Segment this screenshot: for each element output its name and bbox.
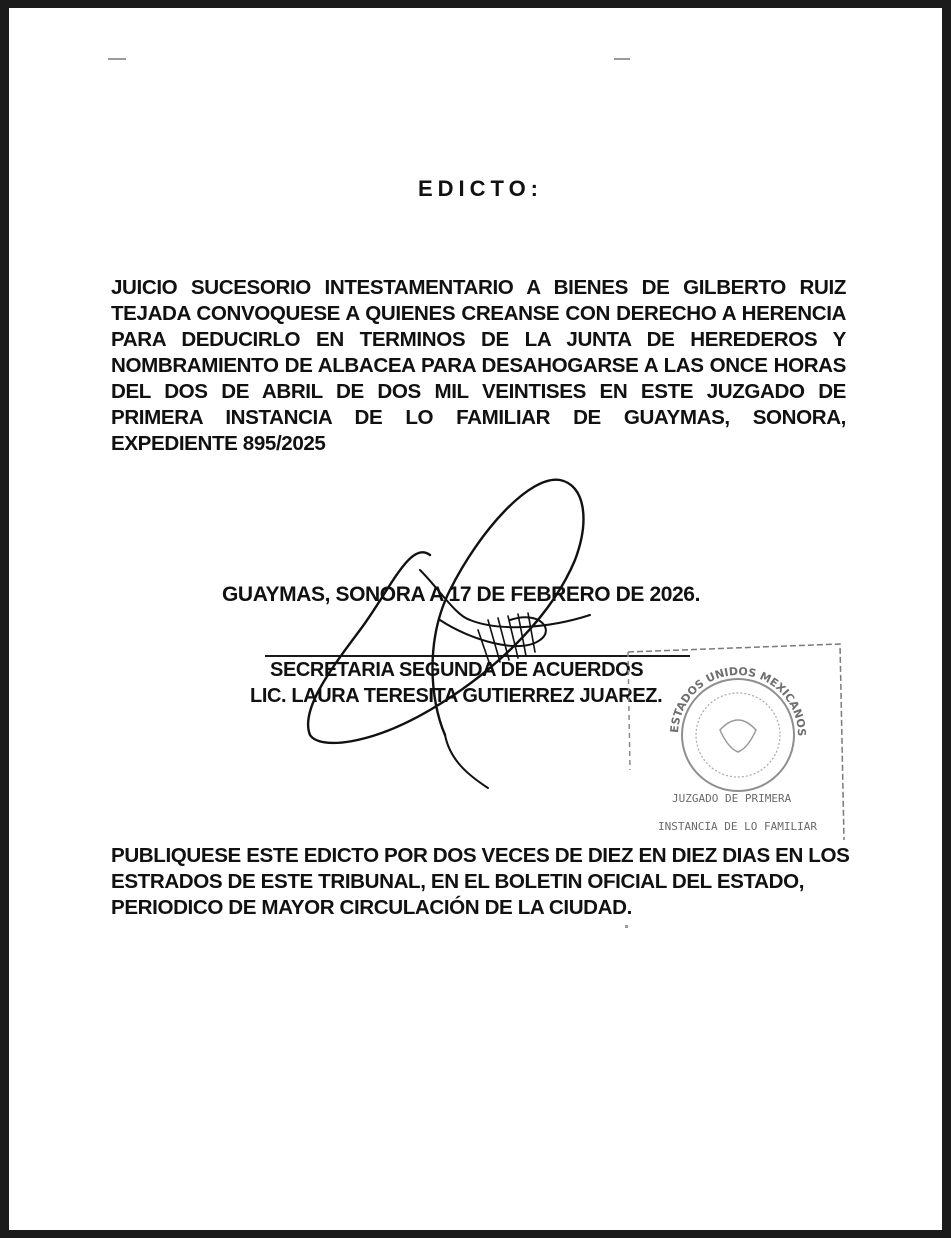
publication-note: PUBLIQUESE ESTE EDICTO POR DOS VECES DE DIEZ EN DIEZ DIAS EN LOS ESTRADOS DE ESTE TRIBUNAL, EN EL BOLETIN OFICIAL DEL ESTADO, PERIODICO DE MAYOR CIRCULACIÓN DE LA CIUDAD.	[111, 844, 850, 919]
seal-court-line-2: INSTANCIA DE LO FAMILIAR	[658, 820, 817, 833]
signatory-title: SECRETARIA SEGUNDA DE ACUERDOS	[270, 659, 644, 681]
document-title: EDICTO:	[417, 176, 544, 201]
edict-body: JUICIO SUCESORIO INTESTAMENTARIO A BIENES DE GILBERTO RUIZ TEJADA CONVOQUESE A QUIENES CREANSE CON DERECHO A HERENCIA PARA DEDUCIRLO EN TERMINOS DE LA JUNTA DE HEREDEROS Y NOMBRAMIENTO DE ALBACEA PARA DESAHOGARSE A LAS ONCE HORAS DEL DOS DE ABRIL DE DOS MIL VEINTISES EN ESTE JUZGADO DE PRIMERA INSTANCIA DE LO FAMILIAR DE GUAYMAS, SONORA, EXPEDIENTE 895/2025	[111, 276, 846, 455]
signatory-name: LIC. LAURA TERESITA GUTIERREZ JUAREZ.	[250, 685, 663, 707]
scan-speck	[625, 925, 628, 928]
seal-ring-text: ESTADOS UNIDOS MEXICANOS	[667, 664, 809, 737]
place-date: GUAYMAS, SONORA A 17 DE FEBRERO DE 2026.	[222, 583, 701, 606]
scan-speck	[614, 58, 630, 60]
seal-court-line-1: JUZGADO DE PRIMERA	[672, 792, 792, 805]
scan-speck	[108, 58, 126, 60]
signature-line	[265, 655, 690, 657]
